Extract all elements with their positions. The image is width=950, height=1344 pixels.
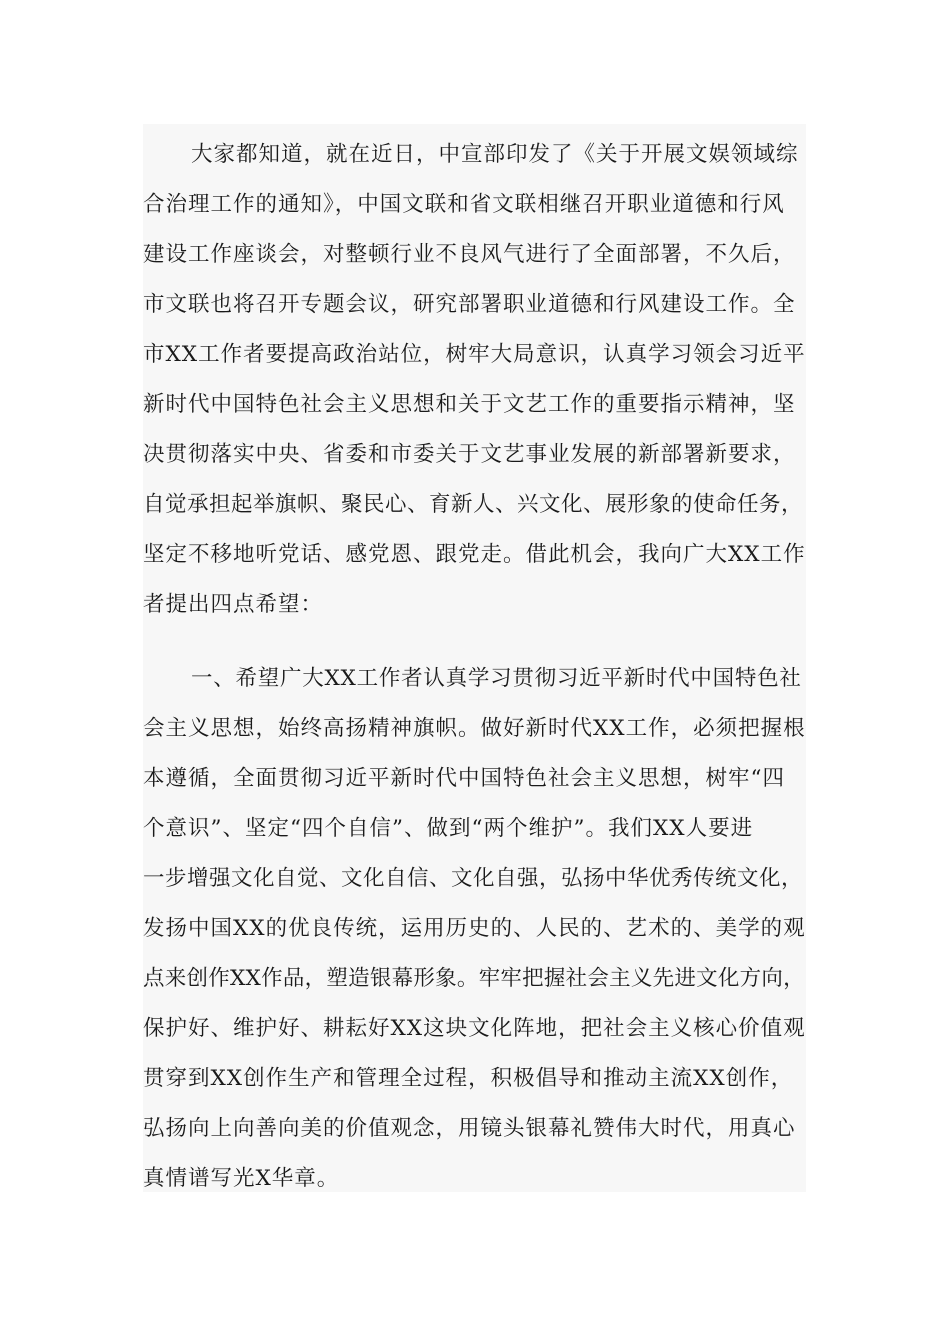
- text-line: 一、希望广大XX工作者认真学习贯彻习近平新时代中国特色社: [191, 666, 802, 691]
- text-line: 发扬中国XX的优良传统，运用历史的、人民的、艺术的、美学的观: [143, 916, 806, 941]
- text-line: 真情谱写光X华章。: [143, 1166, 340, 1191]
- text-line: 大家都知道，就在近日，中宣部印发了《关于开展文娱领域综: [191, 142, 799, 167]
- text-line: 决贯彻落实中央、省委和市委关于文艺事业发展的新部署新要求，: [143, 442, 796, 467]
- text-line: 个意识”、坚定“四个自信”、做到“两个维护”。我们XX人要进: [143, 816, 754, 841]
- text-block: [143, 124, 806, 1192]
- text-line: 新时代中国特色社会主义思想和关于文艺工作的重要指示精神，坚: [143, 392, 796, 417]
- text-line: 市文联也将召开专题会议，研究部署职业道德和行风建设工作。全: [143, 292, 796, 317]
- text-line: 坚定不移地听党话、感党恩、跟党走。借此机会，我向广大XX工作: [143, 542, 806, 567]
- text-line: 者提出四点希望：: [143, 592, 324, 617]
- text-line: 建设工作座谈会，对整顿行业不良风气进行了全面部署，不久后，: [143, 242, 796, 267]
- text-line: 点来创作XX作品，塑造银幕形象。牢牢把握社会主义先进文化方向，: [143, 966, 805, 991]
- text-line: 合治理工作的通知》，中国文联和省文联相继召开职业道德和行风: [143, 192, 785, 217]
- text-line: 保护好、维护好、耕耘好XX这块文化阵地，把社会主义核心价值观: [143, 1016, 806, 1041]
- paragraph-hope-one: [143, 654, 806, 1204]
- text-line: 贯穿到XX创作生产和管理全过程，积极倡导和推动主流XX创作，: [143, 1066, 794, 1091]
- text-line: 一步增强文化自觉、文化自信、文化自强，弘扬中华优秀传统文化，: [143, 866, 804, 891]
- paragraph-intro: [143, 130, 806, 630]
- text-line: 弘扬向上向善向美的价值观念，用镜头银幕礼赞伟大时代，用真心: [143, 1116, 796, 1141]
- text-line: 市XX工作者要提高政治站位，树牢大局意识，认真学习领会习近平: [143, 342, 806, 367]
- text-line: 会主义思想，始终高扬精神旗帜。做好新时代XX工作，必须把握根: [143, 716, 806, 741]
- text-line: 自觉承担起举旗帜、聚民心、育新人、兴文化、展形象的使命任务，: [143, 492, 804, 517]
- text-line: 本遵循，全面贯彻习近平新时代中国特色社会主义思想，树牢“四: [143, 766, 785, 791]
